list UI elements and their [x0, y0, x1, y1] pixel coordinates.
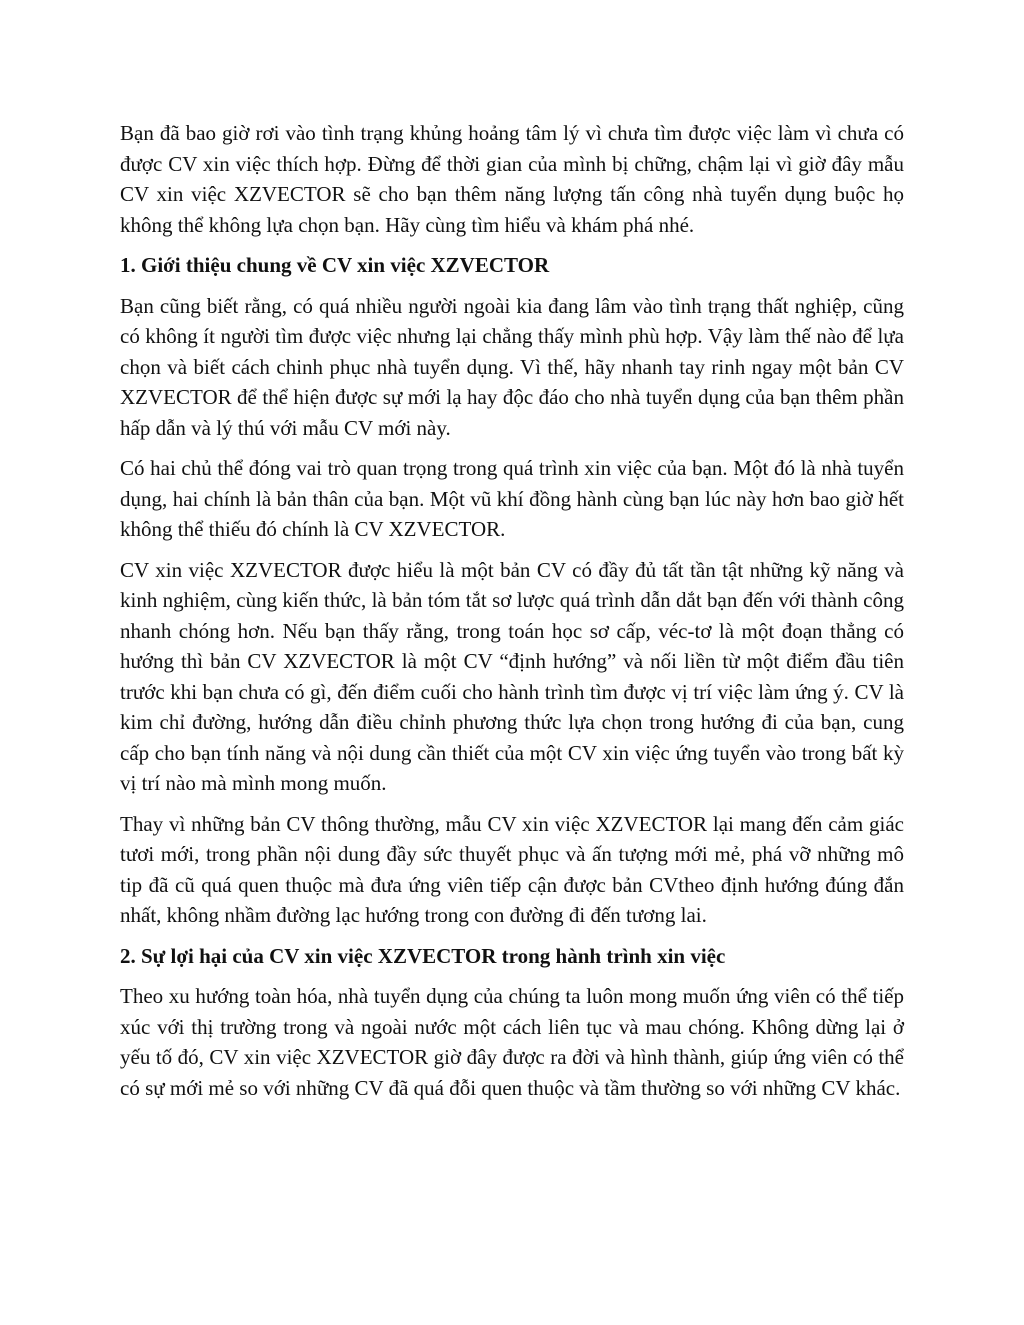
document-page [120, 118, 904, 1113]
intro-paragraph: Bạn đã bao giờ rơi vào tình trạng khủng hoảng tâm lý vì chưa tìm được việc làm vì chưa có được CV xin việc thích hợp. Đừng để thời gian của mình bị chững, chậm lại vì giờ đây mẫu CV xin việc XZVECTOR sẽ cho bạn thêm năng lượng tấn công nhà tuyển dụng buộc họ không thể không lựa chọn bạn. Hãy cùng tìm hiểu và khám phá nhé. [120, 121, 904, 237]
paragraph: Thay vì những bản CV thông thường, mẫu CV xin việc XZVECTOR lại mang đến cảm giác tươi mới, trong phần nội dung đầy sức thuyết phục và ấn tượng mới mẻ, phá vỡ những mô tip đã cũ quá quen thuộc mà đưa ứng viên tiếp cận được bản CVtheo định hướng đúng đắn nhất, không nhầm đường lạc hướng trong con đường đi đến tương lai. [120, 811, 904, 927]
section-heading-2: 2. Sự lợi hại của CV xin việc XZVECTOR trong hành trình xin việc [120, 943, 726, 968]
paragraph: CV xin việc XZVECTOR được hiểu là một bản CV có đầy đủ tất tần tật những kỹ năng và kinh nghiệm, cùng kiến thức, là bản tóm tắt sơ lược quá trình dẫn dắt bạn đến với thành công nhanh chóng hơn. Nếu bạn thấy rằng, trong toán học sơ cấp, véc-tơ là một đoạn thẳng có hướng thì bản CV XZVECTOR là một CV “định hướng” và nối liền từ một điểm đầu tiên trước khi bạn chưa có gì, đến điểm cuối cho hành trình tìm được vị trí việc làm ứng ý. CV là kim chỉ đường, hướng dẫn điều chỉnh phương thức lựa chọn trong hướng đi của bạn, cung cấp cho bạn tính năng và nội dung cần thiết của một CV xin việc ứng tuyển vào trong bất kỳ vị trí nào mà mình mong muốn. [120, 557, 904, 795]
paragraph: Theo xu hướng toàn hóa, nhà tuyển dụng của chúng ta luôn mong muốn ứng viên có thể tiếp xúc với thị trường trong và ngoài nước một cách liên tục và mau chóng. Không dừng lại ở yếu tố đó, CV xin việc XZVECTOR giờ đây được ra đời và hình thành, giúp ứng viên có thể có sự mới mẻ so với những CV đã quá đỗi quen thuộc và tầm thường so với những CV khác. [120, 984, 904, 1100]
section-heading-1: 1. Giới thiệu chung về CV xin việc XZVECTOR [120, 253, 550, 277]
paragraph: Bạn cũng biết rằng, có quá nhiều người ngoài kia đang lâm vào tình trạng thất nghiệp, cũng có không ít người tìm được việc nhưng lại chẳng thấy mình phù hợp. Vậy làm thế nào để lựa chọn và biết cách chinh phục nhà tuyển dụng. Vì thế, hãy nhanh tay rinh ngay một bản CV XZVECTOR để thể hiện được sự mới lạ hay độc đáo cho nhà tuyển dụng của bạn thêm phần hấp dẫn và lý thú với mẫu CV mới này. [120, 293, 904, 440]
paragraph: Có hai chủ thể đóng vai trò quan trọng trong quá trình xin việc của bạn. Một đó là nhà tuyển dụng, hai chính là bản thân của bạn. Một vũ khí đồng hành cùng bạn lúc này hơn bao giờ hết không thể thiếu đó chính là CV XZVECTOR. [120, 456, 904, 541]
